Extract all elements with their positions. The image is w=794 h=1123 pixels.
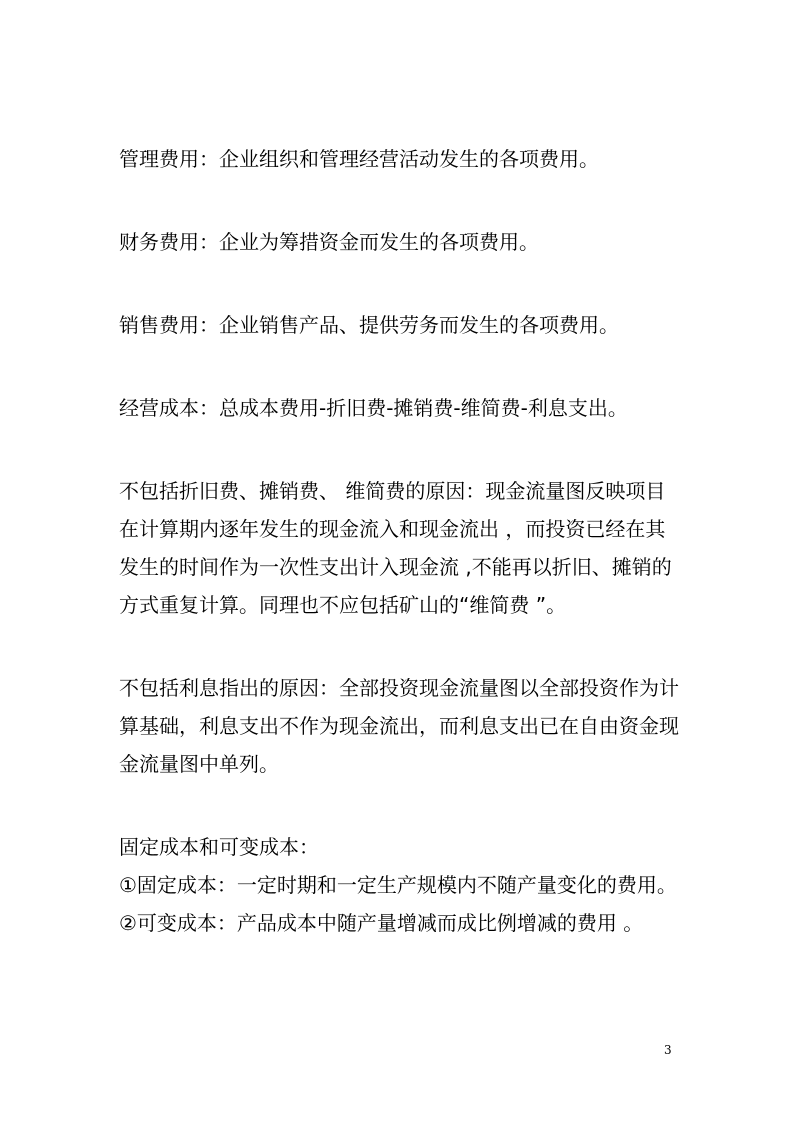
paragraph-spacer	[119, 624, 679, 669]
paragraph-spacer	[119, 783, 679, 828]
paragraph-sales-expense: 销售费用：企业销售产品、提供劳务而发生的各项费用。	[119, 313, 619, 337]
document-body	[119, 140, 679, 942]
cost-section-heading: 固定成本和可变成本：	[119, 835, 319, 859]
variable-cost-item: ②可变成本：产品成本中随产量增减而成比例增减的费用 。	[119, 911, 644, 935]
paragraph-interest-reason: 不包括利息指出的原因：全部投资现金流量图以全部投资作为计算基础，利息支出不作为现金流出，而利息支出已在自由资金现金流量图中单列。	[119, 676, 679, 776]
page-number: 3	[664, 1043, 672, 1057]
paragraph-spacer	[119, 427, 679, 472]
paragraph-spacer	[119, 261, 679, 306]
fixed-cost-item: ①固定成本：一定时期和一定生产规模内不随产量变化的费用。	[119, 873, 677, 897]
paragraph-financial-expense: 财务费用：企业为筹措资金而发生的各项费用。	[119, 230, 539, 254]
paragraph-spacer	[119, 178, 679, 223]
paragraph-depreciation-reason: 不包括折旧费、摊销费、 维简费的原因：现金流量图反映项目在计算期内逐年发生的现金流入和现金流出 ，而投资已经在其发生的时间作为一次性支出计入现金流 ,不能再以折旧、摊销的方式重复计算。同理也不应包括矿山的“维简费 ”。	[119, 479, 672, 617]
paragraph-management-expense: 管理费用：企业组织和管理经营活动发生的各项费用。	[119, 147, 599, 171]
paragraph-operating-cost: 经营成本：总成本费用-折旧费-摊销费-维简费-利息支出。	[119, 396, 628, 420]
paragraph-spacer	[119, 344, 679, 389]
